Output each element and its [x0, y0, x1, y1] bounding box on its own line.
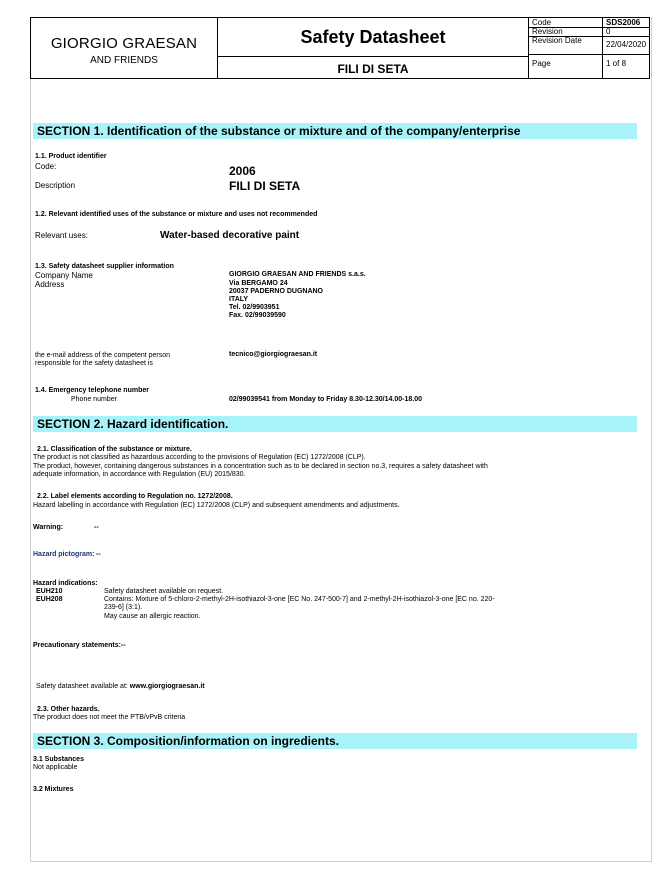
other-hazards-text: The product does not meet the PTB/vPvB criteria: [33, 714, 186, 721]
company-name-label: Company Name: [35, 271, 93, 280]
hazard-indications-label: Hazard indications:: [33, 580, 98, 587]
hazard-text: 239-6] (3:1).: [104, 604, 143, 611]
product-title: FILI DI SETA: [337, 62, 409, 76]
meta-value: 22/04/2020: [606, 40, 647, 49]
phone-value: 02/99039541 from Monday to Friday 8.30-12.30/14.00-18.00: [229, 396, 422, 403]
meta-value: 0: [606, 27, 611, 36]
meta-key: Page: [532, 59, 551, 68]
heading-1-2: 1.2. Relevant identified uses of the substance or mixture and uses not recommended: [35, 211, 318, 218]
address-line: Tel. 02/9903951: [229, 304, 280, 311]
heading-3-2: 3.2 Mixtures: [33, 786, 74, 793]
address-line: Via BERGAMO 24: [229, 280, 288, 287]
classification-line2: The product, however, containing dangerous substances in a concentration such as to be declared in section no.3, requires a safety datasheet with: [33, 463, 488, 470]
address-label: Address: [35, 280, 65, 289]
email-value: tecnico@giorgiograesan.it: [229, 351, 318, 358]
email-label-line2: responsible for the safety datasheet is: [35, 360, 153, 367]
section-2-title: SECTION 2. Hazard identification.: [33, 416, 637, 432]
meta-key: Revision: [532, 27, 563, 36]
hazard-text: Safety datasheet available on request.: [104, 588, 224, 595]
code-label: Code:: [35, 162, 57, 171]
pictogram-label: Hazard pictogram:: [33, 551, 95, 558]
precautionary-value: --: [121, 642, 126, 649]
heading-2-3: 2.3. Other hazards.: [37, 706, 100, 713]
meta-row-revision-date: [529, 36, 649, 55]
meta-key: Revision Date: [532, 36, 582, 45]
title-block: [218, 18, 529, 78]
hazard-code: EUH210: [36, 588, 63, 595]
heading-3-1: 3.1 Substances: [33, 756, 84, 763]
company-subtitle: AND FRIENDS: [90, 55, 158, 66]
heading-2-1: 2.1. Classification of the substance or mixture.: [37, 446, 192, 453]
uses-label: Relevant uses:: [35, 231, 88, 240]
description-label: Description: [35, 181, 76, 190]
label-elements-line1: Hazard labelling in accordance with Regulation (EC) 1272/2008 (CLP) and subsequent amendments and adjustments.: [33, 502, 400, 509]
heading-1-4: 1.4. Emergency telephone number: [35, 387, 149, 394]
classification-line3: adequate information, in accordance with Regulation (EU) 2015/830.: [33, 471, 246, 478]
address-line: 20037 PADERNO DUGNANO: [229, 288, 324, 295]
datasheet-url: www.giorgiograesan.it: [129, 683, 205, 690]
heading-2-2: 2.2. Label elements according to Regulation no. 1272/2008.: [37, 493, 233, 500]
warning-label: Warning:: [33, 524, 64, 531]
heading-1-1: 1.1. Product identifier: [35, 153, 107, 160]
section-1-title: SECTION 1. Identification of the substance or mixture and of the company/enterprise: [33, 123, 637, 139]
email-label-line1: the e-mail address of the competent person: [35, 352, 171, 359]
heading-1-3: 1.3. Safety datasheet supplier information: [35, 263, 174, 270]
classification-line1: The product is not classified as hazardous according to the provisions of Regulation (EC) 1272/2008 (CLP).: [33, 454, 366, 461]
description-value: FILI DI SETA: [229, 179, 301, 193]
uses-value: Water-based decorative paint: [160, 230, 300, 241]
meta-key: Code: [532, 18, 552, 27]
document-title: Safety Datasheet: [300, 27, 446, 47]
datasheet-available-prefix: Safety datasheet available at:: [36, 683, 128, 690]
company-name: GIORGIO GRAESAN: [50, 35, 198, 52]
meta-table: [529, 18, 649, 78]
meta-value: 1 of 8: [606, 59, 627, 68]
datasheet-available: [36, 683, 205, 690]
substances-text: Not applicable: [33, 764, 78, 771]
company-block: [31, 18, 218, 78]
title-divider: [218, 56, 528, 57]
pictogram-value: --: [96, 551, 101, 558]
phone-label: Phone number: [71, 396, 117, 403]
precautionary-label: Precautionary statements:: [33, 642, 121, 649]
document-header: [30, 17, 650, 79]
section-3-title: SECTION 3. Composition/information on ingredients.: [33, 733, 637, 749]
supplier-company: GIORGIO GRAESAN AND FRIENDS s.a.s.: [229, 271, 366, 278]
code-value: 2006: [229, 164, 256, 178]
hazard-code: EUH208: [36, 596, 63, 603]
address-line: ITALY: [229, 296, 249, 303]
address-line: Fax. 02/99039590: [229, 312, 286, 319]
meta-value: SDS2006: [606, 18, 641, 27]
hazard-text: May cause an allergic reaction.: [104, 613, 201, 620]
meta-row-page: [529, 55, 649, 78]
warning-value: --: [94, 524, 99, 531]
hazard-text: Contains: Mixture of 5-chloro-2-methyl-2H-isothiazol-3-one [EC No. 247-500-7] and 2-methyl-2H-isothiazol-3-one [EC no. 220-: [104, 596, 495, 603]
